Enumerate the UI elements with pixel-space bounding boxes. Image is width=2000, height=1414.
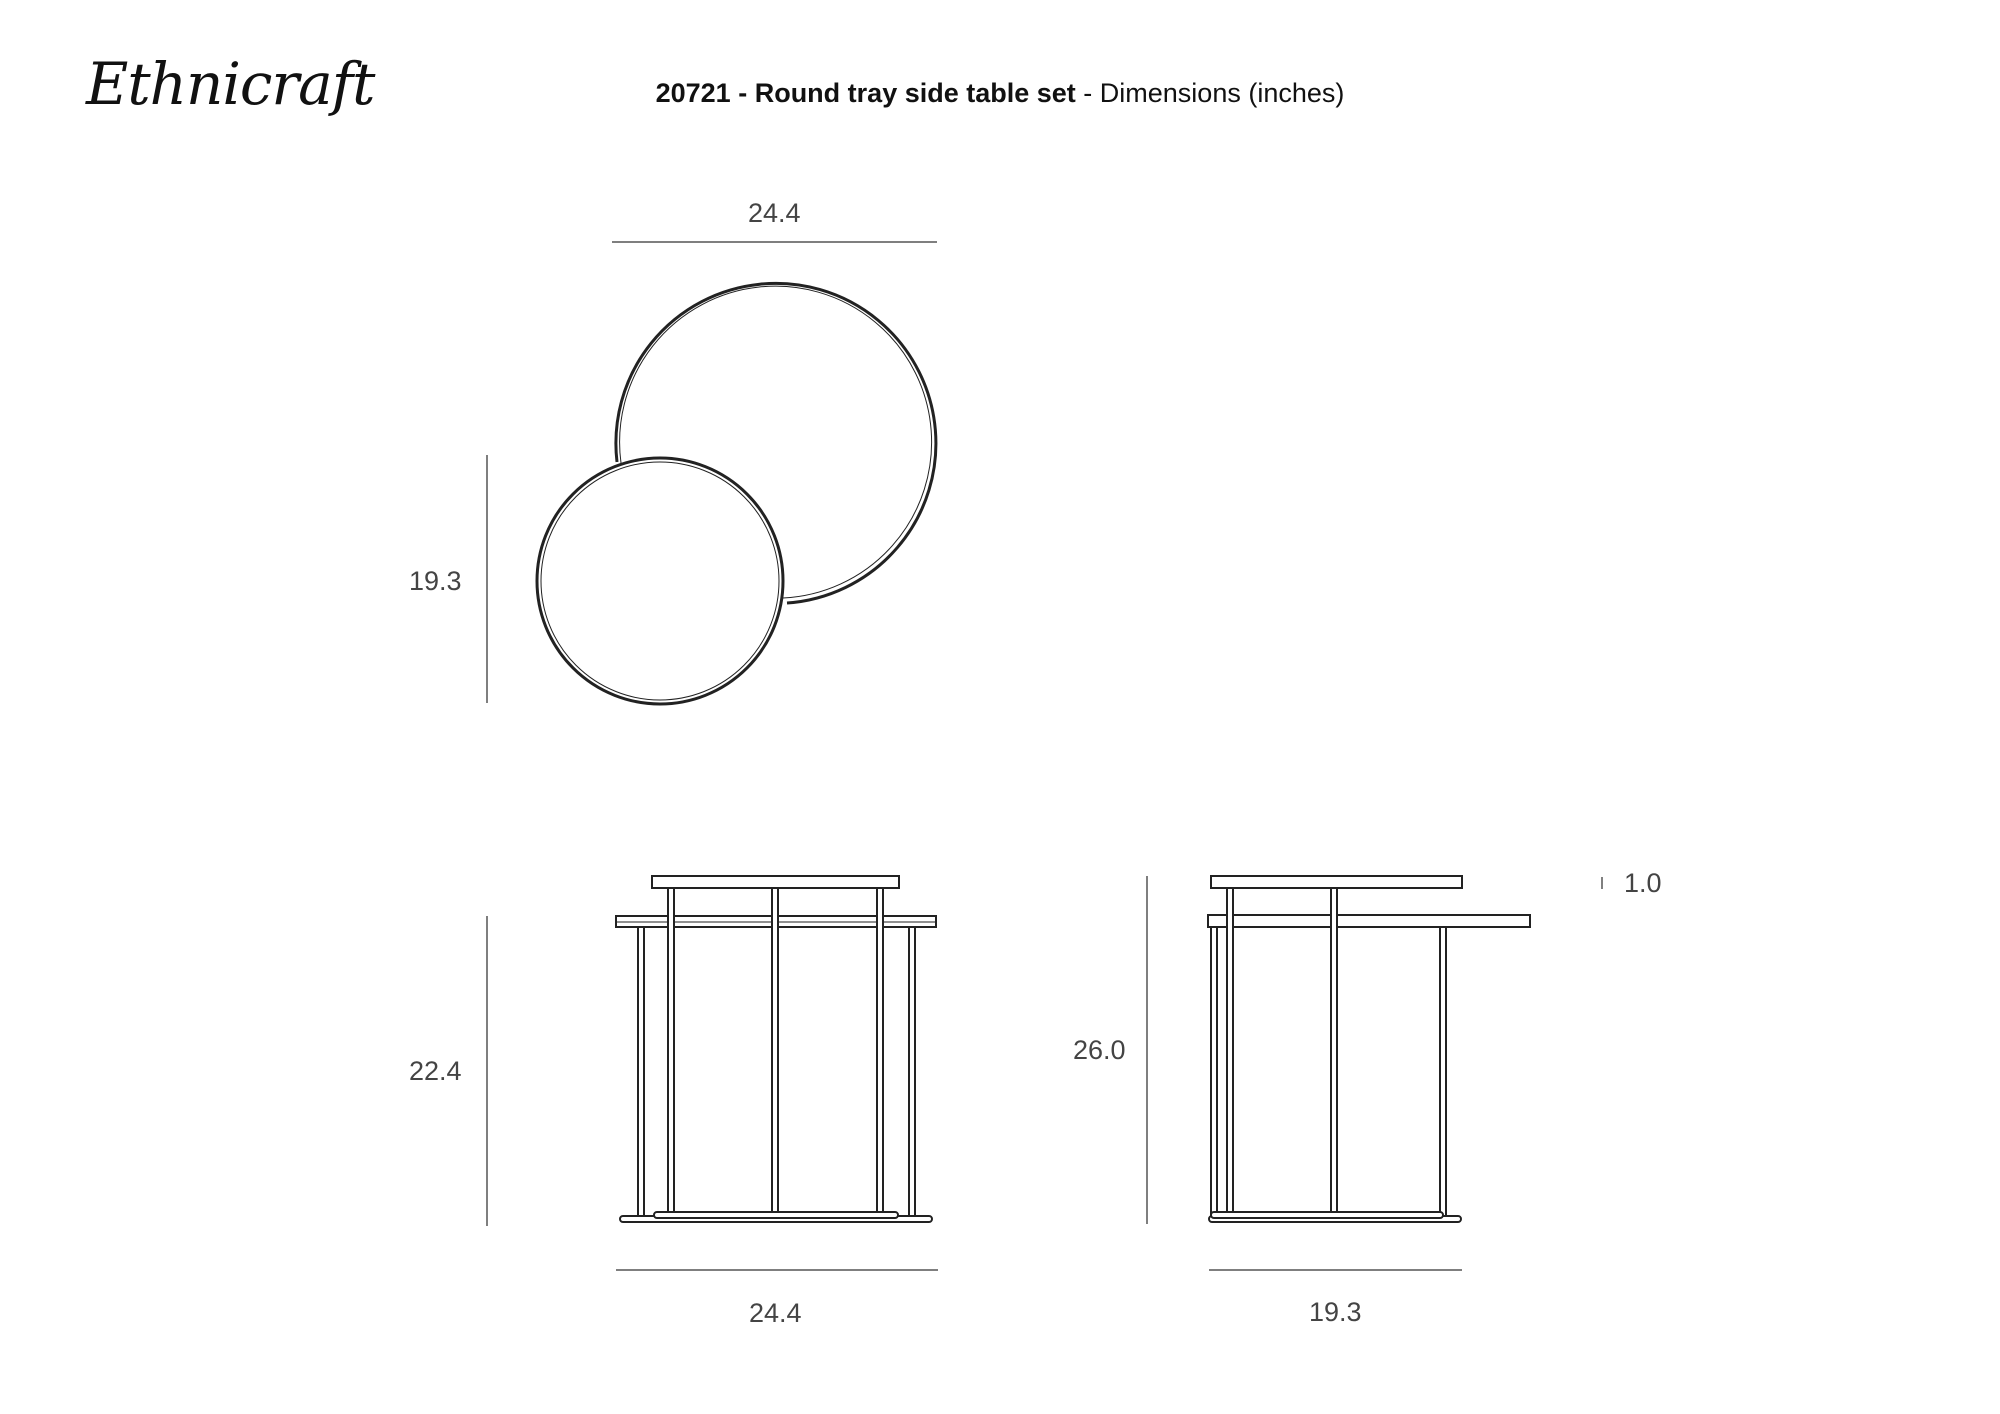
side-view-height-label: 26.0 xyxy=(1073,1035,1126,1065)
product-code: 20721 xyxy=(655,78,731,108)
small-table-top xyxy=(652,876,899,888)
product-name: Round tray side table set xyxy=(754,78,1076,108)
front-view xyxy=(487,876,938,1270)
small-tray-outline xyxy=(537,458,783,704)
top-view-depth-label: 19.3 xyxy=(409,566,462,596)
ethnicraft-logo: Ethnicraft xyxy=(86,50,375,118)
front-view-width-label: 24.4 xyxy=(749,1298,802,1328)
side-small-table-top xyxy=(1211,876,1462,888)
front-view-height-label: 22.4 xyxy=(409,1056,462,1086)
side-small-table-base xyxy=(1211,1212,1443,1218)
top-view xyxy=(487,242,937,704)
side-large-table-top xyxy=(1208,915,1530,927)
side-view-depth-label: 19.3 xyxy=(1309,1297,1362,1327)
page-subtitle: Dimensions (inches) xyxy=(1099,78,1345,108)
title-separator-2: - xyxy=(1075,78,1100,108)
side-view xyxy=(1147,876,1602,1270)
top-thickness-label: 1.0 xyxy=(1624,868,1662,898)
small-table-base xyxy=(654,1212,898,1218)
title-separator: - xyxy=(730,78,755,108)
top-view-width-label: 24.4 xyxy=(748,198,801,228)
